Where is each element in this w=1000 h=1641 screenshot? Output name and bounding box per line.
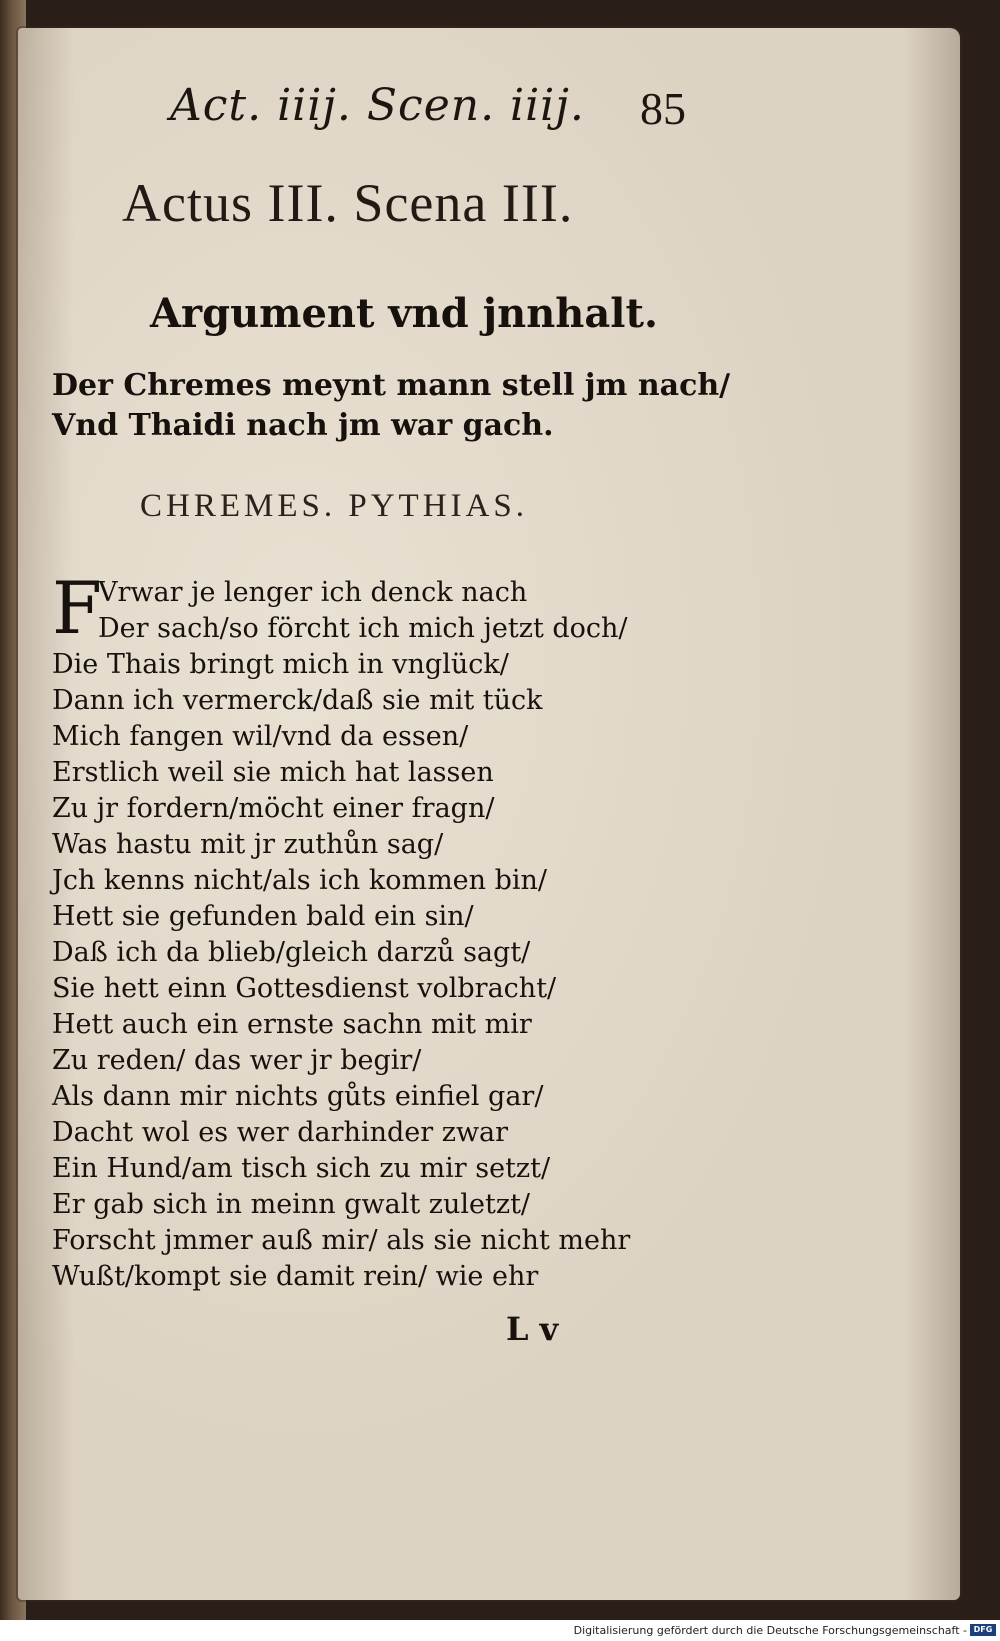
drop-initial: F — [52, 566, 102, 650]
verse-line: Hett auch ein ernste sachn mit mir — [52, 1009, 532, 1040]
running-title: Act. iiij. Scen. iiij. — [170, 80, 585, 131]
argument-line: Vnd Thaidi nach jm war gach. — [52, 408, 554, 443]
verse-line: Ein Hund/am tisch sich zu mir setzt/ — [52, 1153, 551, 1184]
stamp-text: Digitalisierung gefördert durch die Deutsche Forschungsgemeinschaft - — [573, 1623, 967, 1637]
verse-line: Vrwar je lenger ich denck nach — [98, 577, 528, 608]
verse-line: Mich fangen wil/vnd da essen/ — [52, 721, 469, 752]
digitization-stamp — [574, 1621, 996, 1639]
running-head — [150, 80, 710, 150]
verse-line: Dann ich vermerck/daß sie mit tück — [52, 685, 543, 716]
verse-line: Der sach/so förcht ich mich jetzt doch/ — [98, 613, 628, 644]
verse-line: Jch kenns nicht/als ich kommen bin/ — [52, 865, 548, 896]
page-number: 85 — [640, 83, 686, 134]
verse-line: Forscht jmmer auß mir/ als sie nicht mehr — [52, 1225, 631, 1256]
verse-line: Als dann mir nichts gůts einfiel gar/ — [52, 1081, 544, 1112]
argument-heading: Argument vnd jnnhalt. — [150, 290, 658, 337]
verse-line: Erstlich weil sie mich hat lassen — [52, 757, 494, 788]
verse-line: Sie hett einn Gottesdienst volbracht/ — [52, 973, 557, 1004]
verse-line: Zu jr fordern/möcht einer fragn/ — [52, 793, 495, 824]
verse-line: Wußt/kompt sie damit rein/ wie ehr — [52, 1261, 539, 1292]
verse-line: Die Thais bringt mich in vnglück/ — [52, 649, 509, 680]
argument-line: Der Chremes meynt mann stell jm nach/ — [52, 368, 731, 403]
verse-line: Dacht wol es wer darhinder zwar — [52, 1117, 509, 1148]
verse-block — [52, 575, 752, 1295]
dfg-logo-icon: DFG — [970, 1624, 996, 1636]
act-title: Actus III. Scena III. — [122, 173, 574, 233]
verse-line: Daß ich da blieb/gleich darzů sagt/ — [52, 937, 531, 968]
verse-line: Zu reden/ das wer jr begir/ — [52, 1045, 422, 1076]
speaker-names: CHREMES. PYTHIAS. — [140, 488, 528, 524]
signature-mark: L v — [506, 1310, 559, 1348]
verse-line: Hett sie gefunden bald ein sin/ — [52, 901, 474, 932]
verse-line: Was hastu mit jr zuthůn sag/ — [52, 829, 444, 860]
verse-line: Er gab sich in meinn gwalt zuletzt/ — [52, 1189, 531, 1220]
